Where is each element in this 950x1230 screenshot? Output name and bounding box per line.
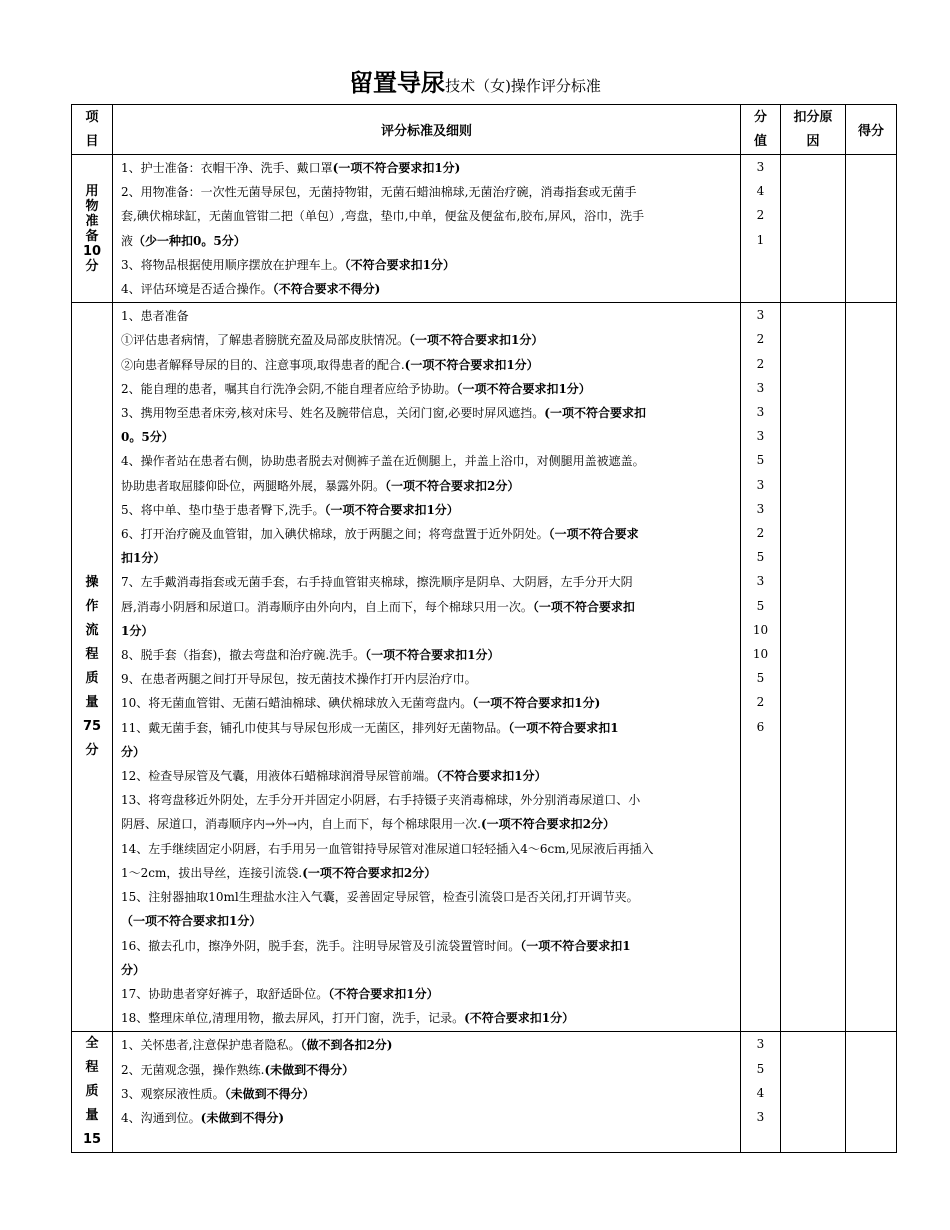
section-category: [72, 1032, 113, 1153]
deduction-rule: （少一种扣0。5分）: [133, 233, 246, 248]
deduction-rule: 分）: [121, 744, 146, 759]
criteria-text: 3、将物品根据使用顺序摆放在护理车上。: [121, 257, 345, 272]
header-criteria: 评分标准及细则: [113, 105, 741, 155]
points-cell: [741, 1032, 781, 1153]
criteria-text: 1、护士准备：衣帽干净、洗手、戴口罩: [121, 161, 333, 175]
deduction-rule: （一项不符合要求扣1分）: [456, 381, 591, 396]
point-value: 3: [756, 1109, 765, 1124]
score-cell[interactable]: [846, 155, 897, 303]
criteria-line: [121, 885, 734, 909]
criteria-line: [121, 1006, 734, 1030]
deduction-rule: （一项不符合要求扣1: [520, 938, 631, 953]
criteria-text: 1～2cm，拔出导丝，连接引流袋.: [121, 865, 303, 880]
deduction-rule: (未做到不得分）: [264, 1062, 355, 1077]
category-char: 分: [85, 743, 99, 759]
point-value: 5: [756, 550, 765, 565]
point-value: 5: [756, 1061, 765, 1076]
category-char: 全: [85, 1036, 99, 1052]
section-procedure-quality: [72, 303, 897, 1032]
point-value: 3: [756, 380, 765, 395]
point-value: 3: [756, 574, 765, 589]
criteria-text: 4、操作者站在患者右侧，协助患者脱去对侧裤子盖在近侧腿上，并盖上浴巾，对侧腿用盖被遮盖。: [121, 454, 645, 469]
category-char: 质: [85, 671, 99, 687]
deduction-rule: （一项不符合要求扣1分）: [365, 648, 500, 663]
criteria-text: 11、戴无菌手套，铺孔巾使其与导尿包形成一无菌区，排列好无菌物品。: [121, 720, 509, 735]
category-char: 作: [85, 599, 99, 615]
criteria-line: [121, 474, 734, 498]
point-value: 2: [756, 208, 765, 223]
criteria-line: [121, 546, 734, 570]
criteria-text: 13、将弯盘移近外阴处，左手分开并固定小阴唇，右手持镊子夹消毒棉球，外分别消毒尿道口、小: [121, 793, 641, 808]
deduction-rule: (一项不符合要求扣2分）: [480, 817, 615, 832]
deduction-rule: (一项不符合要求扣: [544, 406, 646, 421]
header-points: 分 值: [741, 105, 781, 155]
category-char: 程: [85, 1060, 99, 1076]
deduction-rule: （未做到不得分）: [224, 1086, 315, 1101]
criteria-text: 4、评估环境是否适合操作。: [121, 282, 273, 297]
deduction-rule: (一项不符合要求扣1分): [332, 161, 461, 175]
criteria-text: 液: [121, 233, 134, 248]
category-char: 质: [85, 1084, 99, 1100]
criteria-text: 8、脱手套（指套)，撤去弯盘和治疗碗.洗手。: [121, 648, 366, 663]
score-cell[interactable]: [846, 1032, 897, 1153]
criteria-line: [121, 934, 734, 958]
point-value: 3: [756, 477, 765, 492]
deduction-rule: (一项不符合要求扣1分）: [404, 357, 539, 372]
point-value: 5: [756, 453, 765, 468]
point-value: 4: [756, 1085, 765, 1100]
criteria-text: 18、整理床单位,清理用物，撤去屏风，打开门窗，洗手，记录。: [121, 1011, 465, 1026]
section-category: [72, 303, 113, 1032]
criteria-line: [121, 958, 734, 982]
criteria-text: 2、用物准备：一次性无菌导尿包，无菌持物钳，无菌石蜡油棉球,无菌治疗碗，消毒指套或无菌手: [121, 185, 637, 200]
category-char: 量: [85, 1108, 99, 1124]
section-category: [72, 155, 113, 303]
point-value: 3: [756, 501, 765, 516]
criteria-line: [121, 982, 734, 1006]
criteria-line: [121, 1033, 734, 1057]
criteria-line: [121, 619, 734, 643]
point-value: 4: [756, 184, 765, 199]
document-title: [0, 66, 950, 103]
criteria-line: [121, 156, 734, 180]
criteria-line: [121, 861, 734, 885]
criteria-cell: [113, 1032, 741, 1153]
category-char: 75: [82, 719, 102, 735]
deduction-reason-cell[interactable]: [781, 155, 846, 303]
point-value: 2: [756, 695, 765, 710]
criteria-text: 阴唇、尿道口，消毒顺序内→外→内，自上而下，每个棉球限用一次.: [121, 817, 481, 832]
criteria-text: 17、协助患者穿好裤子，取舒适卧位。: [121, 986, 329, 1001]
category-char: 物: [85, 198, 99, 214]
deduction-rule: (一项不符合要求扣2分）: [302, 865, 437, 880]
criteria-line: [121, 277, 734, 301]
criteria-line: [121, 740, 734, 764]
criteria-text: 16、撤去孔巾，擦净外阴，脱手套，洗手。注明导尿管及引流袋置管时间。: [121, 938, 521, 953]
deduction-rule: 扣1分）: [121, 551, 166, 566]
criteria-line: [121, 716, 734, 740]
criteria-line: [121, 229, 734, 253]
criteria-text: 3、携用物至患者床旁,核对床号、姓名及腕带信息，关闭门窗,必要时屏风遮挡。: [121, 406, 545, 421]
scoring-table: [71, 104, 897, 1153]
header-deduction-reason: 扣分原 因: [781, 105, 846, 155]
criteria-line: [121, 764, 734, 788]
criteria-text: 1、关怀患者,注意保护患者隐私。: [121, 1038, 301, 1053]
criteria-text: 唇,消毒小阴唇和尿道口。消毒顺序由外向内，自上而下，每个棉球只用一次。: [121, 599, 533, 614]
category-char: 分: [85, 258, 99, 274]
deduction-rule: （一项不符合要求扣1分）: [409, 333, 544, 348]
deduction-rule: 1分）: [121, 623, 154, 638]
criteria-line: [121, 180, 734, 204]
header-score: 得分: [846, 105, 897, 155]
criteria-text: 套,碘伏棉球缸，无菌血管钳二把（单包）,弯盘，垫巾,中单，便盆及便盆布,胶布,屏风，浴巾，洗手: [121, 209, 645, 224]
criteria-line: [121, 1106, 734, 1130]
criteria-text: 1、患者准备: [121, 309, 189, 324]
point-value: 6: [756, 719, 765, 734]
score-cell[interactable]: [846, 303, 897, 1032]
point-value: 2: [756, 356, 765, 371]
deduction-rule: （一项不符合要求扣1分）: [121, 914, 262, 929]
deduction-rule: 分）: [121, 962, 146, 977]
criteria-line: [121, 691, 734, 715]
category-char: 程: [85, 647, 99, 663]
criteria-line: [121, 643, 734, 667]
deduction-reason-cell[interactable]: [781, 1032, 846, 1153]
criteria-line: [121, 788, 734, 812]
criteria-line: [121, 204, 734, 228]
criteria-line: [121, 498, 734, 522]
table-header-row: [72, 105, 897, 155]
criteria-text: 2、无菌观念强，操作熟练.: [121, 1062, 265, 1077]
deduction-rule: （不符合要求扣1分）: [344, 257, 455, 272]
criteria-text: 9、在患者两腿之间打开导尿包，按无菌技术操作打开内层治疗巾。: [121, 672, 477, 687]
point-value: 10: [752, 622, 769, 637]
point-value: 5: [756, 598, 765, 613]
point-value: 3: [756, 160, 765, 174]
category-char: 备: [85, 228, 99, 244]
deduction-rule: （不符合要求不得分): [272, 282, 381, 297]
criteria-text: 4、沟通到位。: [121, 1110, 201, 1125]
category-char: 操: [85, 575, 99, 591]
criteria-cell: [113, 155, 741, 303]
criteria-line: [121, 812, 734, 836]
criteria-line: [121, 425, 734, 449]
criteria-line: [121, 1058, 734, 1082]
point-value: 2: [756, 526, 765, 541]
deduction-rule: （一项不符合要求扣1: [508, 720, 619, 735]
category-char: 量: [85, 695, 99, 711]
category-char: 10: [82, 243, 102, 259]
criteria-line: [121, 304, 734, 328]
criteria-text: 12、检查导尿管及气囊，用液体石蜡棉球润滑导尿管前端。: [121, 769, 437, 784]
criteria-line: [121, 253, 734, 277]
category-char: 流: [85, 623, 99, 639]
deduction-rule: （一项不符合要求扣1分）: [324, 502, 459, 517]
criteria-line: [121, 1082, 734, 1106]
points-cell: [741, 155, 781, 303]
point-value: 3: [756, 308, 765, 323]
deduction-rule: （做不到各扣2分): [300, 1038, 393, 1053]
category-char: 用: [85, 183, 99, 199]
criteria-text: 10、将无菌血管钳、无菌石蜡油棉球、碘伏棉球放入无菌弯盘内。: [121, 696, 473, 711]
criteria-cell: [113, 303, 741, 1032]
point-value: 1: [756, 232, 765, 247]
header-item: 项 目: [72, 105, 113, 155]
criteria-line: [121, 667, 734, 691]
deduction-rule: （一项不符合要求扣1分): [472, 696, 601, 711]
deduction-rule: (不符合要求扣1分）: [464, 1011, 575, 1026]
criteria-text: ①评估患者病情，了解患者膀胱充盈及局部皮肤情况。: [121, 333, 410, 348]
category-char: 准: [85, 213, 99, 229]
criteria-text: 协助患者取屈膝仰卧位，两腿略外展，暴露外阴。: [121, 478, 386, 493]
criteria-text: 7、左手戴消毒指套或无菌手套，右手持血管钳夹棉球，擦洗顺序是阴阜、大阴唇，左手分开大阴: [121, 575, 633, 590]
point-value: 2: [756, 332, 765, 347]
points-cell: [741, 303, 781, 1032]
point-value: 3: [756, 405, 765, 420]
criteria-text: 3、观察尿液性质。: [121, 1086, 225, 1101]
point-value: 5: [756, 671, 765, 686]
criteria-line: [121, 570, 734, 594]
deduction-rule: 0。5分）: [121, 430, 174, 445]
criteria-line: [121, 837, 734, 861]
criteria-line: [121, 353, 734, 377]
criteria-line: [121, 328, 734, 352]
title-sub: 技术（女)操作评分标准: [445, 77, 601, 95]
deduction-rule: （一项不符合要求: [548, 527, 639, 542]
criteria-line: [121, 449, 734, 473]
category-char: 15: [82, 1132, 102, 1148]
criteria-text: 15、注射器抽取10ml生理盐水注入气囊，妥善固定导尿管，检查引流袋口是否关闭,打开调节夹。: [121, 890, 639, 905]
criteria-text: 6、打开治疗碗及血管钳，加入碘伏棉球，放于两腿之间；将弯盘置于近外阴处。: [121, 527, 549, 542]
deduction-rule: （不符合要求扣1分）: [436, 769, 547, 784]
deduction-rule: （一项不符合要求扣: [532, 599, 635, 614]
criteria-line: [121, 522, 734, 546]
criteria-text: 14、左手继续固定小阴唇，右手用另一血管钳持导尿管对准尿道口轻轻插入4～6cm,见尿液后再插入: [121, 841, 654, 856]
criteria-line: [121, 909, 734, 933]
deduction-rule: （不符合要求扣1分）: [328, 986, 439, 1001]
criteria-text: 2、能自理的患者，嘱其自行洗净会阴,不能自理者应给予协助。: [121, 381, 457, 396]
criteria-line: [121, 401, 734, 425]
section-overall-quality: [72, 1032, 897, 1153]
point-value: 10: [752, 647, 769, 662]
point-value: 3: [756, 429, 765, 444]
criteria-line: [121, 377, 734, 401]
criteria-line: [121, 595, 734, 619]
criteria-text: 5、将中单、垫巾垫于患者臀下,洗手。: [121, 502, 325, 517]
deduction-reason-cell[interactable]: [781, 303, 846, 1032]
section-materials-prep: [72, 155, 897, 303]
criteria-text: ②向患者解释导尿的目的、注意事项,取得患者的配合.: [121, 357, 405, 372]
title-main: 留置导尿: [349, 69, 446, 97]
deduction-rule: (未做到不得分): [200, 1110, 284, 1125]
point-value: 3: [756, 1037, 765, 1052]
deduction-rule: （一项不符合要求扣2分）: [385, 478, 520, 493]
